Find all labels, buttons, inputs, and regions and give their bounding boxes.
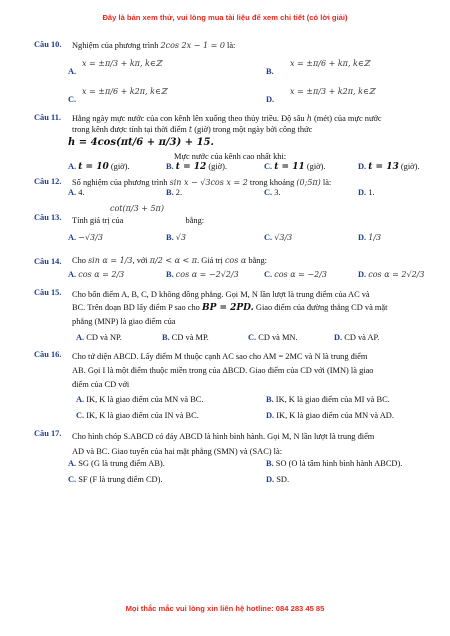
options-row <box>68 233 424 247</box>
options-row <box>68 475 424 491</box>
question-text: Cho tứ diện ABCD. Lấy điểm M thuộc cạnh AC sao cho AM = 2MC và N là trung điểm <box>72 352 368 361</box>
question-text: (giờ) trong một ngày bởi công thức <box>194 125 313 134</box>
option-label: C. <box>264 162 273 171</box>
option-label: B. <box>166 162 174 171</box>
option-c[interactable]: CD và MN. <box>258 333 298 342</box>
option-label: D. <box>266 95 275 104</box>
option-label: A. <box>68 67 77 76</box>
option-label: B. <box>166 270 174 279</box>
question-text: Hằng ngày mực nước của con kênh lên xuống theo thủy triều. Độ sâu <box>72 114 305 123</box>
options-row <box>68 59 424 79</box>
question-number: Câu 10. <box>34 40 62 49</box>
option-d[interactable]: cos α = 2√2/3 <box>368 270 425 279</box>
question-16 <box>34 350 424 427</box>
option-label: B. <box>162 333 170 342</box>
option-label: A. <box>76 333 85 342</box>
question-number: Câu 17. <box>34 429 62 438</box>
option-label: A. <box>68 270 77 279</box>
option-c[interactable]: SF (F là trung điểm CD). <box>78 475 163 484</box>
question-11 <box>34 113 424 175</box>
question-15 <box>34 288 424 346</box>
question-17 <box>34 429 424 491</box>
document-body <box>34 40 424 491</box>
option-unit: (giờ). <box>208 162 227 171</box>
option-label: C. <box>264 270 273 279</box>
option-label: C. <box>68 95 77 104</box>
option-b[interactable]: CD và MP. <box>171 333 209 342</box>
option-label: D. <box>334 333 343 342</box>
option-b[interactable]: IK, K là giao điểm của MI và BC. <box>275 395 390 404</box>
option-label: D. <box>358 233 367 242</box>
option-a[interactable]: t = 10 <box>78 162 109 172</box>
option-a[interactable]: IK, K là giao điểm của MN và BC. <box>86 395 204 404</box>
question-14 <box>34 251 424 284</box>
option-c[interactable]: √3/3 <box>274 233 293 242</box>
question-number: Câu 11. <box>34 113 61 122</box>
option-d[interactable]: x = ±π/3 + k2π, k∈ℤ <box>290 87 375 96</box>
option-label: A. <box>76 395 85 404</box>
options-row <box>76 395 424 411</box>
option-label: C. <box>68 475 77 484</box>
option-b[interactable]: x = ±π/6 + kπ, k∈ℤ <box>290 59 370 68</box>
question-text: . Giá trị <box>197 256 223 265</box>
option-label: B. <box>266 67 274 76</box>
question-number: Câu 13. <box>34 213 62 222</box>
option-label: C. <box>76 411 85 420</box>
question-text: điểm của CD với <box>72 380 130 389</box>
option-unit: (giờ). <box>306 162 326 171</box>
option-d[interactable]: CD và AP. <box>344 333 380 342</box>
option-label: A. <box>68 233 77 242</box>
variable-h: h <box>306 114 312 123</box>
option-d[interactable]: SD. <box>276 475 290 484</box>
option-d[interactable]: t = 13 <box>368 162 399 172</box>
options-row <box>68 87 424 107</box>
option-label: B. <box>166 233 174 242</box>
option-label: D. <box>266 411 275 420</box>
options-row <box>68 459 424 475</box>
question-text: Cho bốn điểm A, B, C, D không đồng phẳng. Gọi M, N lần lượt là trung điểm của AC và <box>72 290 370 299</box>
option-label: C. <box>264 233 273 242</box>
option-a[interactable]: cos α = 2/3 <box>78 270 125 279</box>
option-a[interactable]: SG (G là trung điểm AB). <box>78 459 165 468</box>
question-number: Câu 15. <box>34 288 62 297</box>
question-text: Cho <box>72 256 86 265</box>
question-number: Câu 14. <box>34 257 62 266</box>
option-label: D. <box>358 162 367 171</box>
header-banner: Đây là bản xem thử, vui lòng mua tài liệu để xem chi tiết (có lời giải) <box>102 13 348 22</box>
option-b[interactable]: SO (O là tâm hình bình hành ABCD). <box>275 459 403 468</box>
question-text: BC. Trên đoạn BD lấy điểm P sao cho <box>72 303 200 312</box>
option-b[interactable]: √3 <box>175 233 186 242</box>
option-a[interactable]: CD và NP. <box>86 333 122 342</box>
option-b[interactable]: 2. <box>175 188 183 197</box>
option-c[interactable]: t = 11 <box>274 162 305 172</box>
interval: (0;5π) <box>296 178 321 187</box>
option-label: B. <box>266 395 274 404</box>
question-text: , với <box>132 256 148 265</box>
question-text: trong kênh được tính tại thời điểm <box>72 125 187 134</box>
given-value: sin α = 1/3 <box>88 256 133 265</box>
question-text: Tính giá trị của <box>72 216 124 225</box>
cos-expression: cos α <box>224 256 247 265</box>
option-c[interactable]: x = ±π/6 + k2π, k∈ℤ <box>82 87 167 96</box>
option-d[interactable]: 1/3 <box>368 233 382 242</box>
question-tail: bằng: <box>248 256 267 265</box>
question-text: Cho hình chóp S.ABCD có đáy ABCD là hình bình hành. Gọi M, N lần lượt là trung điểm <box>72 432 375 441</box>
question-tail: là: <box>227 41 236 50</box>
question-text: Nghiệm của phương trình <box>72 41 159 50</box>
question-text: (mét) của mực nước <box>313 114 382 123</box>
option-label: D. <box>358 188 367 197</box>
question-text: phẳng (MNP) là giao điểm của <box>72 317 176 326</box>
option-label: B. <box>166 188 174 197</box>
option-label: A. <box>68 188 77 197</box>
question-13 <box>34 203 424 247</box>
option-a[interactable]: x = ±π/3 + kπ, k∈ℤ <box>82 59 162 68</box>
option-a[interactable]: 4. <box>78 188 85 197</box>
option-label: D. <box>266 475 275 484</box>
option-label: C. <box>248 333 257 342</box>
option-c[interactable]: cos α = −2/3 <box>274 270 327 279</box>
question-number: Câu 12. <box>34 177 62 186</box>
question-10 <box>34 40 424 107</box>
option-a[interactable]: −√3/3 <box>78 233 103 242</box>
option-label: C. <box>264 188 273 197</box>
question-text: Giao điểm của đường thẳng CD và mặt <box>255 303 388 312</box>
option-c[interactable]: 3. <box>274 188 281 197</box>
option-d[interactable]: IK, K là giao điểm của MN và AD. <box>276 411 394 420</box>
option-label: D. <box>358 270 367 279</box>
equation: sin x − √3cos x = 2 <box>169 178 248 187</box>
expression: cot(π/3 + 5π) <box>110 204 164 213</box>
option-c[interactable]: IK, K là giao điểm của IN và BC. <box>86 411 199 420</box>
option-d[interactable]: 1. <box>368 188 375 197</box>
option-label: A. <box>68 162 77 171</box>
option-label: B. <box>266 459 274 468</box>
question-number: Câu 16. <box>34 350 62 359</box>
options-row <box>76 411 424 427</box>
footer-banner: Mọi thắc mắc vui lòng xin liên hệ hotline: 084 283 45 85 <box>125 604 325 613</box>
question-text: Mực nước của kênh cao nhất khi: <box>174 152 287 161</box>
option-label: A. <box>68 459 77 468</box>
question-text: AD và BC. Giao tuyến của hai mặt phẳng (SMN) và (SAC) là: <box>72 447 283 456</box>
option-b[interactable]: cos α = −2√2/3 <box>175 270 239 279</box>
option-b[interactable]: t = 12 <box>175 162 207 172</box>
equation: 2cos 2x − 1 = 0 <box>160 41 225 50</box>
options-row <box>68 270 424 284</box>
question-text: trong khoảng <box>249 178 295 187</box>
angle-range: π/2 < α < π <box>149 256 198 265</box>
option-unit: (giờ). <box>110 162 130 171</box>
condition: BP = 2PD. <box>201 303 254 313</box>
options-row <box>68 162 424 175</box>
question-12 <box>34 177 424 199</box>
question-text: AB. Gọi I là một điểm thuộc miền trong của ΔBCD. Giao điểm của CD với (IMN) là giao <box>72 366 374 375</box>
option-unit: (giờ). <box>400 162 420 171</box>
options-row <box>68 188 424 199</box>
formula: h = 4cos(πt/6 + π/3) + 15. <box>68 137 214 148</box>
question-tail: bằng: <box>185 216 205 225</box>
question-tail: là: <box>322 178 332 187</box>
options-row <box>76 333 424 346</box>
question-text: Số nghiệm của phương trình <box>72 178 168 187</box>
variable-t: t <box>188 125 193 134</box>
